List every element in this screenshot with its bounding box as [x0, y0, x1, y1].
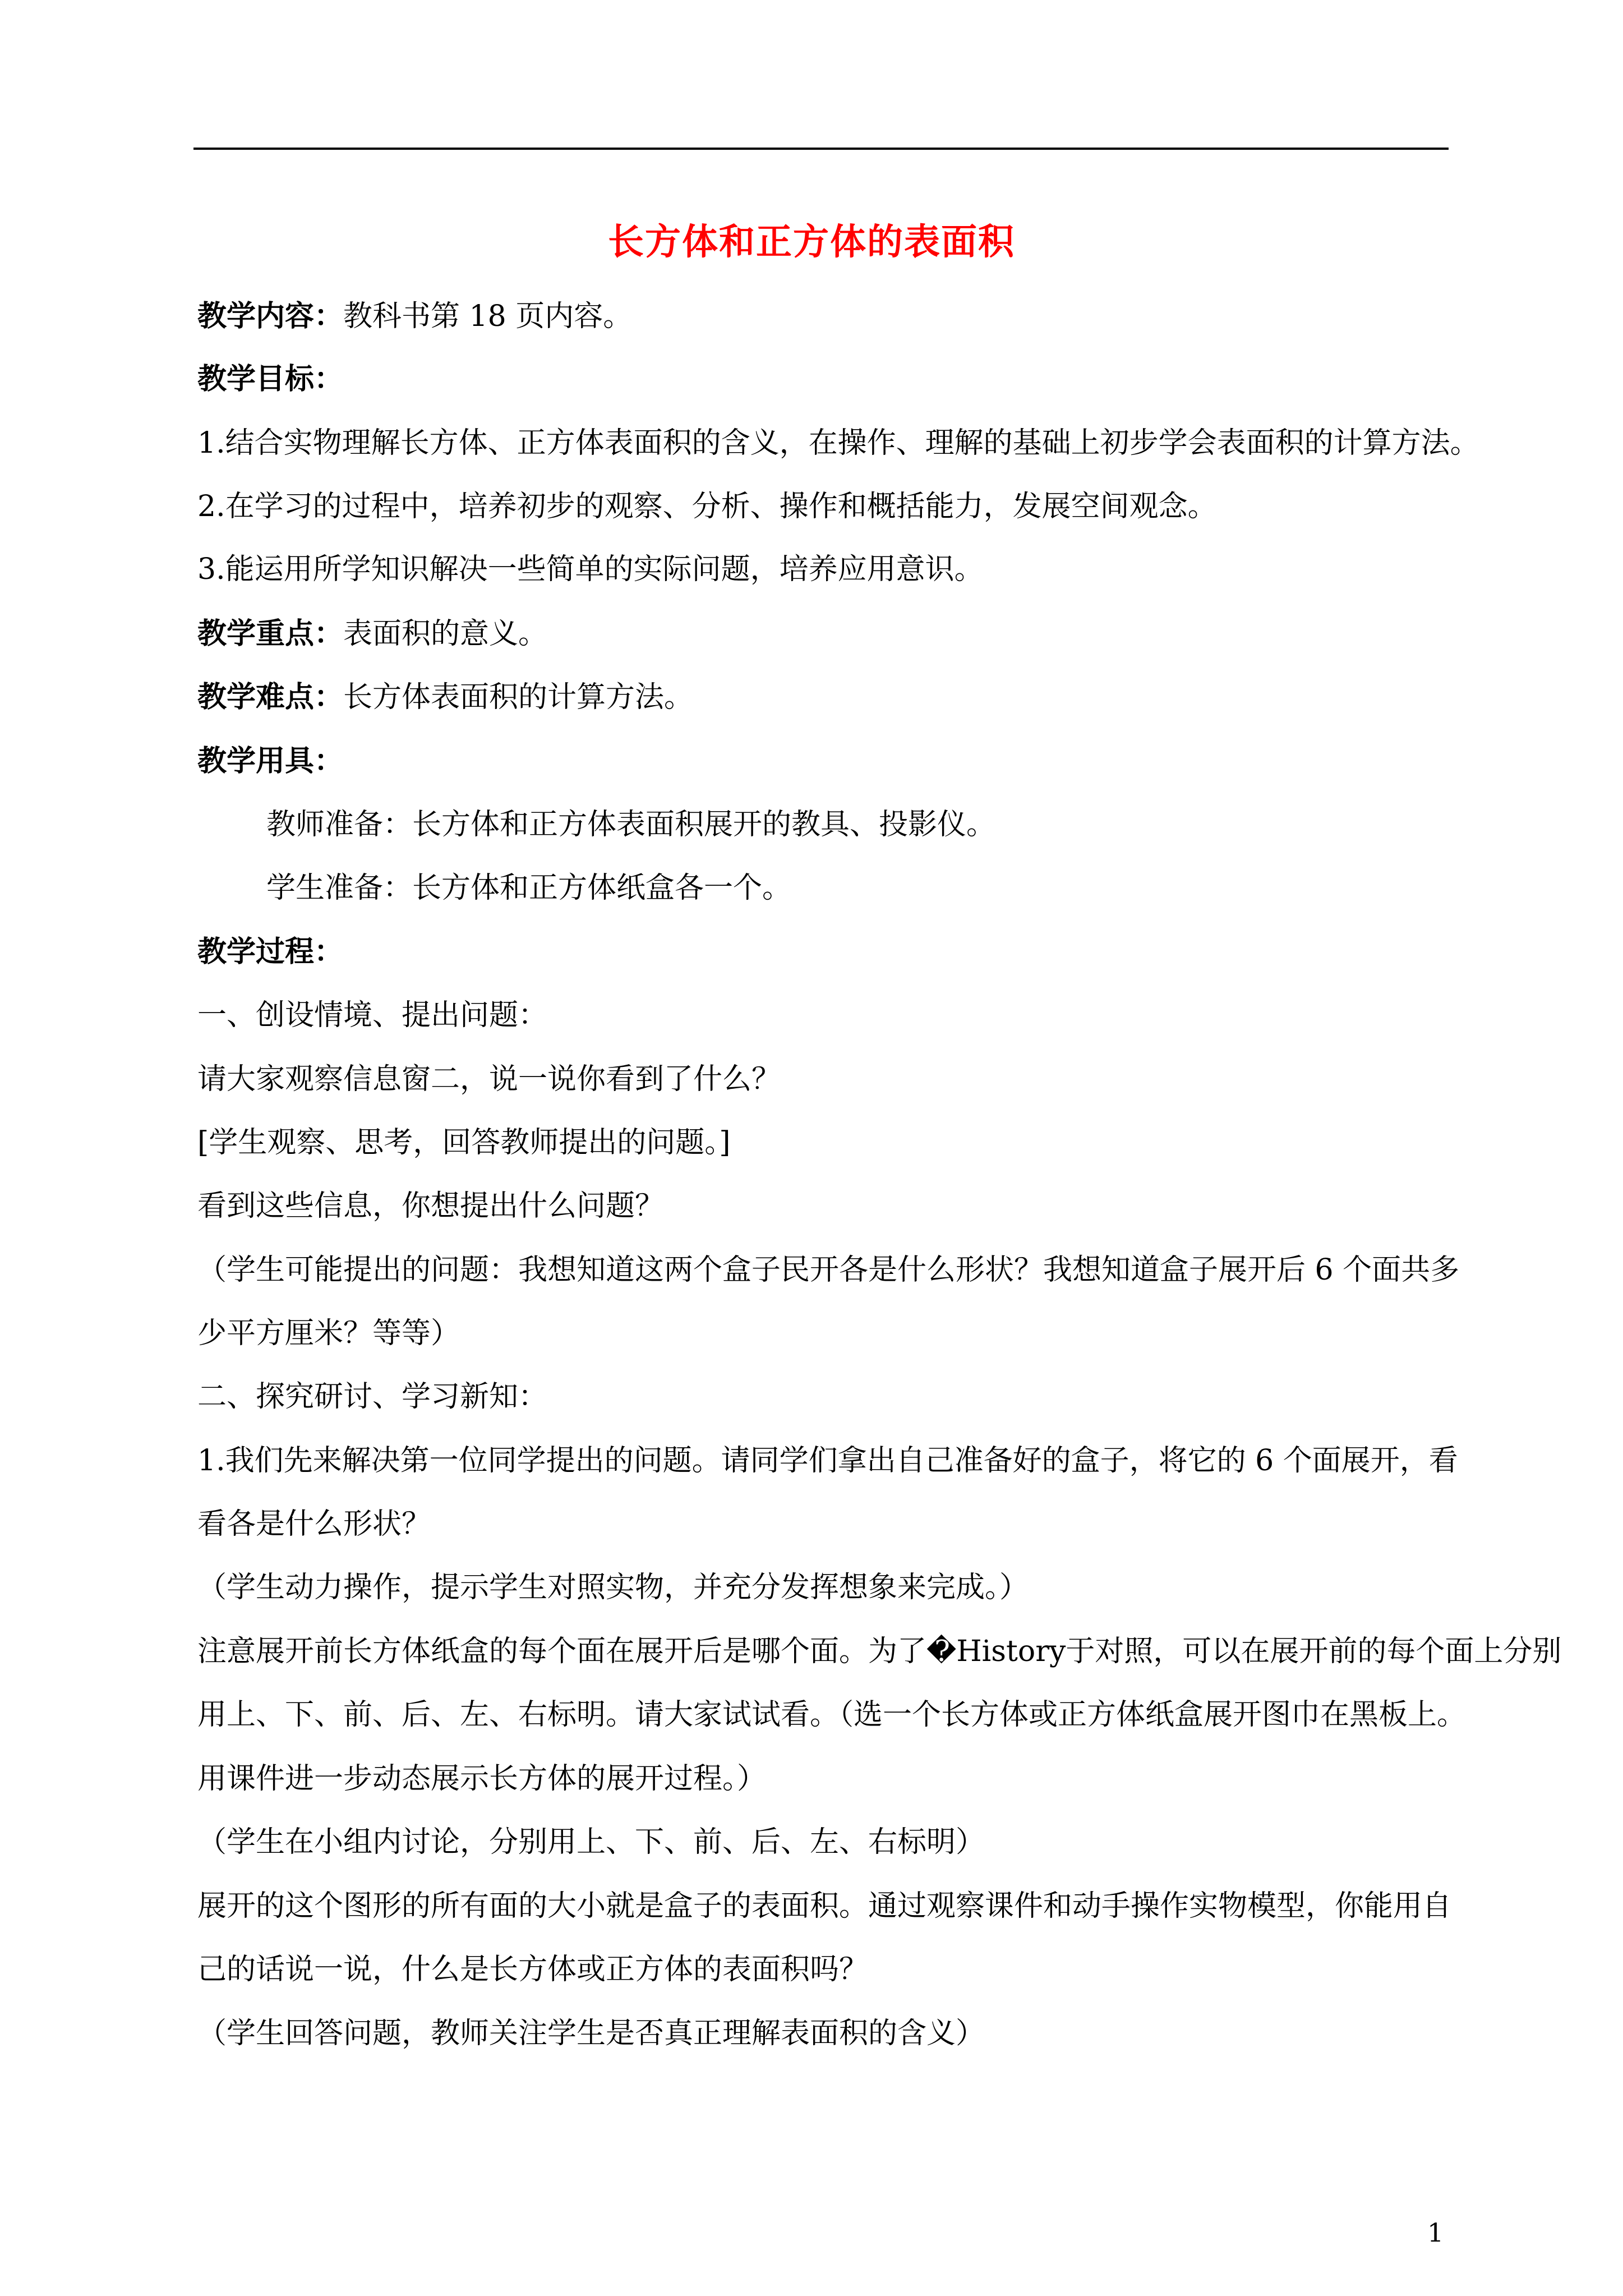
process-paragraph: 少平方厘米？等等）: [197, 1317, 460, 1350]
key-point-label: 教学重点：: [197, 616, 344, 651]
tool-item: 教师准备：长方体和正方体表面积展开的教具、投影仪。: [266, 808, 996, 841]
process-label: 教学过程：: [197, 935, 344, 969]
content-text: 教科书第 18 页内容。: [343, 300, 633, 333]
process-paragraph: 看到这些信息，你想提出什么问题？: [197, 1189, 665, 1223]
content-label: 教学内容：: [197, 299, 344, 333]
difficulty-line: [197, 675, 1451, 720]
process-paragraph: 二、探究研讨、学习新知：: [197, 1380, 548, 1414]
process-paragraph: [学生观察、思考，回答教师提出的问题。]: [197, 1126, 731, 1159]
objectives-label: 教学目标：: [197, 362, 344, 396]
page-number: 1: [1427, 2217, 1444, 2248]
key-point-line: [197, 611, 1451, 656]
process-paragraph: 1.我们先来解决第一位同学提出的问题。请同学们拿出自己准备好的盒子，将它的 6 个面展开，看: [197, 1444, 1458, 1478]
key-point-text: 表面积的意义。: [343, 617, 548, 651]
objective-item: 1.结合实物理解长方体、正方体表面积的含义，在操作、理解的基础上初步学会表面积的计算方法。: [197, 426, 1479, 460]
process-paragraph: （学生在小组内讨论，分别用上、下、前、后、左、右标明）: [197, 1825, 985, 1859]
process-paragraph: 注意展开前长方体纸盒的每个面在展开后是哪个面。为了�History于对照，可以在展开前的每个面上分别: [197, 1635, 1562, 1668]
process-paragraph: 己的话说一说，什么是长方体或正方体的表面积吗？: [197, 1953, 869, 1986]
content-line: [197, 294, 1451, 339]
process-paragraph: 用课件进一步动态展示长方体的展开过程。）: [197, 1762, 767, 1796]
page-title: 长方体和正方体的表面积: [608, 221, 1015, 263]
process-paragraph: 请大家观察信息窗二，说一说你看到了什么？: [197, 1062, 781, 1096]
process-paragraph: 用上、下、前、后、左、右标明。请大家试试看。（选一个长方体或正方体纸盒展开图巾在黑板上。: [197, 1698, 1467, 1732]
tools-label: 教学用具：: [197, 744, 344, 778]
difficulty-text: 长方体表面积的计算方法。: [343, 680, 694, 714]
difficulty-label: 教学难点：: [197, 680, 344, 714]
process-paragraph: （学生可能提出的问题：我想知道这两个盒子民开各是什么形状？我想知道盒子展开后 6 个面共多: [197, 1253, 1460, 1287]
process-paragraph: （学生动力操作，提示学生对照实物，并充分发挥想象来完成。）: [197, 1571, 1029, 1604]
process-paragraph: （学生回答问题，教师关注学生是否真正理解表面积的含义）: [197, 2017, 985, 2050]
objective-item: 3.能运用所学知识解决一些简单的实际问题，培养应用意识。: [197, 553, 984, 586]
process-paragraph: 一、创设情境、提出问题：: [197, 999, 548, 1032]
objective-item: 2.在学习的过程中，培养初步的观察、分析、操作和概括能力，发展空间观念。: [197, 490, 1217, 523]
header-rule: [193, 148, 1449, 150]
process-paragraph: 展开的这个图形的所有面的大小就是盒子的表面积。通过观察课件和动手操作实物模型，你能用自: [197, 1889, 1452, 1923]
tool-item: 学生准备：长方体和正方体纸盒各一个。: [266, 871, 792, 905]
process-paragraph: 看各是什么形状？: [197, 1507, 431, 1541]
